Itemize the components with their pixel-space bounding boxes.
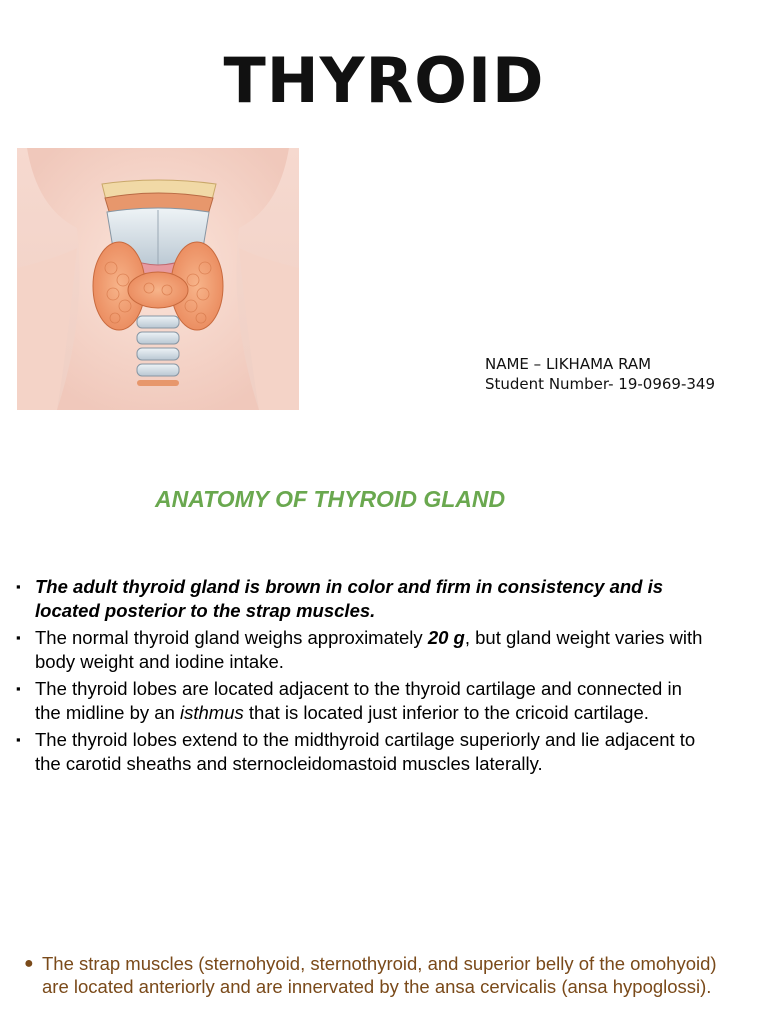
thyroid-anatomy-illustration — [17, 148, 299, 410]
round-bullet-icon: ● — [24, 955, 34, 972]
section-heading: ANATOMY OF THYROID GLAND — [155, 486, 506, 512]
anatomy-bullet-list — [14, 575, 704, 779]
bullet-text-part: , but gland weight varies with body weight and iodine intake. — [35, 627, 703, 672]
list-item — [14, 575, 704, 622]
bullet-text — [35, 627, 702, 672]
bullet-text-part: The normal thyroid gland weighs approximately — [35, 627, 428, 648]
bullet-text-part: that is located just inferior to the cricoid cartilage. — [243, 701, 649, 723]
strap-muscles-note — [24, 952, 732, 998]
student-number: Student Number- 19-0969-349 — [485, 375, 716, 393]
list-item — [14, 626, 704, 673]
square-bullet-icon: ▪ — [16, 579, 21, 594]
bullet-text-part: The thyroid lobes are located adjacent to the thyroid cartilage and connected in the midline by an — [35, 678, 682, 723]
student-name: NAME – LIKHAMA RAM — [485, 355, 652, 373]
square-bullet-icon: ▪ — [16, 732, 21, 747]
page-title: THYROID — [223, 44, 545, 117]
list-item — [14, 677, 704, 724]
bullet-text: The thyroid lobes extend to the midthyroid cartilage superiorly and lie adjacent to the carotid sheaths and sternocleidomastoid muscles laterally. — [35, 729, 696, 774]
square-bullet-icon: ▪ — [16, 630, 21, 645]
list-item — [14, 728, 704, 775]
weight-emphasis: 20 g — [427, 627, 465, 648]
square-bullet-icon: ▪ — [16, 681, 21, 696]
student-info — [485, 354, 715, 394]
bullet-text: The adult thyroid gland is brown in color and firm in consistency and is located posterior to the strap muscles. — [35, 576, 664, 621]
isthmus-emphasis: isthmus — [180, 701, 244, 723]
note-text: The strap muscles (sternohyoid, sternothyroid, and superior belly of the omohyoid) are located anteriorly and are innervated by the ansa cervicalis (ansa hypoglossi). — [42, 953, 717, 997]
bullet-text — [35, 678, 682, 723]
